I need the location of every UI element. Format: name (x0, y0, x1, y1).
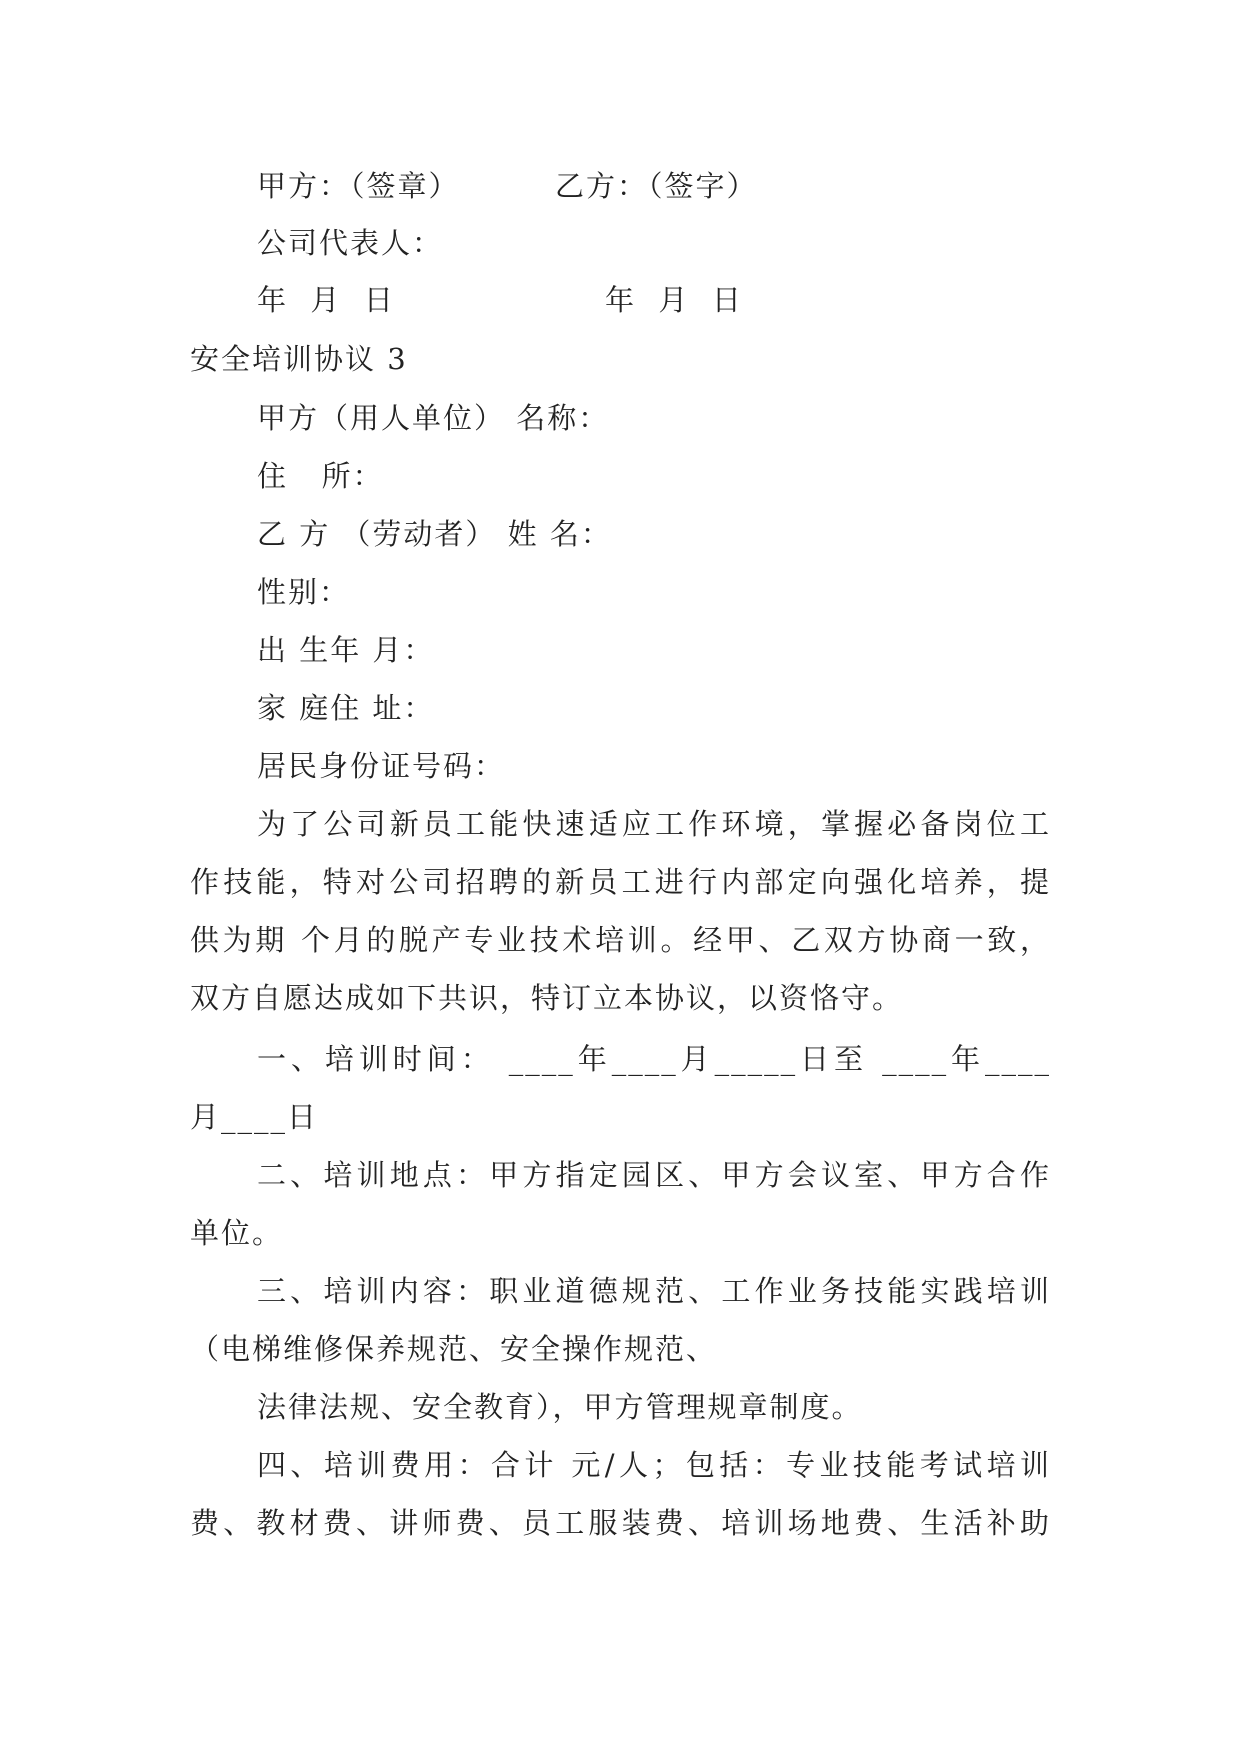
gender: 性别： (257, 575, 351, 609)
company-representative: 公司代表人： (257, 226, 444, 260)
party-a-name: 甲方（用人单位） 名称： (257, 401, 610, 435)
date-party-a: 年 月 日 (257, 283, 395, 317)
clause-3-line: 三、培训内容：职业道德规范、工作业务技能实践培训 (257, 1274, 1051, 1308)
clause-3-line: （电梯维修保养规范、安全操作规范、 (190, 1332, 718, 1366)
clause-4-line: 四、培训费用：合计 元/人；包括：专业技能考试培训 (257, 1448, 1051, 1482)
party-b-signature: 乙方：（签字） (555, 169, 758, 203)
birth-date: 出 生年 月： (257, 633, 435, 667)
clause-2-line: 单位。 (190, 1216, 284, 1250)
clause-1-line: 一、培训时间： ____年____月_____日至 ____年____ (257, 1042, 1051, 1076)
home-address: 家 庭住 址： (257, 691, 435, 725)
section-title: 安全培训协议 3 (190, 342, 408, 376)
clause-1-line: 月____日 (190, 1100, 319, 1134)
address: 住 所： (257, 459, 384, 493)
preamble-line: 为了公司新员工能快速适应工作环境，掌握必备岗位工 (257, 807, 1051, 841)
preamble-line: 供为期 个月的脱产专业技术培训。经甲、乙双方协商一致， (190, 923, 1051, 957)
preamble-line: 双方自愿达成如下共识，特订立本协议，以资恪守。 (190, 981, 904, 1015)
party-a-signature: 甲方：（签章） (257, 169, 460, 203)
clause-2-line: 二、培训地点：甲方指定园区、甲方会议室、甲方合作 (257, 1158, 1051, 1192)
date-party-b: 年 月 日 (605, 283, 743, 317)
id-number: 居民身份证号码： (257, 749, 506, 783)
preamble-line: 作技能，特对公司招聘的新员工进行内部定向强化培养，提 (190, 865, 1051, 899)
clause-4-line: 费、教材费、讲师费、员工服装费、培训场地费、生活补助 (190, 1506, 1051, 1540)
party-b-name: 乙 方 （劳动者） 姓 名： (257, 517, 612, 551)
clause-3-line: 法律法规、安全教育），甲方管理规章制度。 (257, 1390, 863, 1424)
